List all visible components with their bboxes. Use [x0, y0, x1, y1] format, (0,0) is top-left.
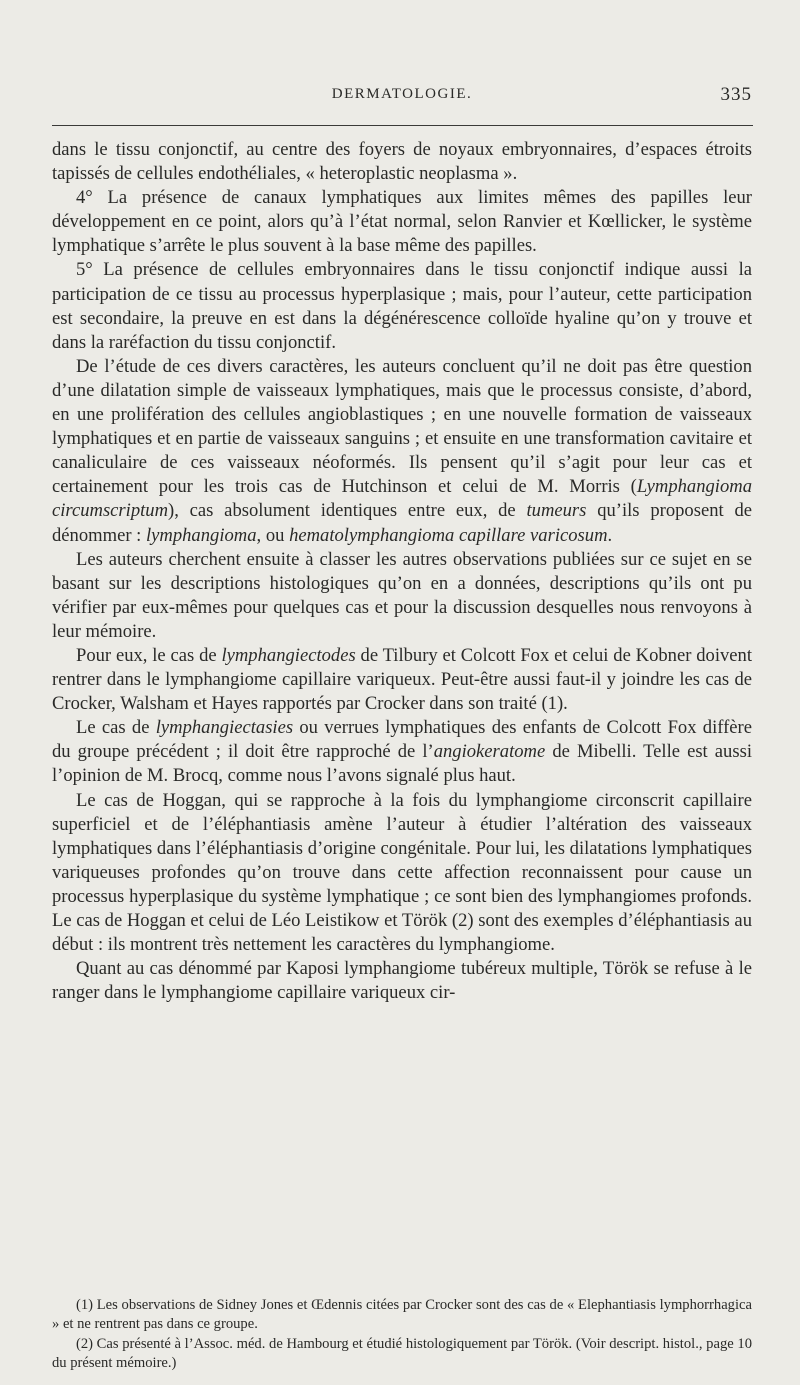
paragraph-4-italic-lymphangioma: lymphangioma [145, 524, 257, 546]
page-header [52, 84, 752, 110]
footnotes [52, 1296, 752, 1374]
header-rule [52, 125, 753, 126]
paragraph-9: Quant au cas dénommé par Kaposi lymphangiome tubéreux multiple, Török se refuse à le ranger dans le lymphangiome capillaire variqueux cir- [52, 958, 752, 1004]
paragraph-7-text-c: ou verrues lymphatiques des enfants de Colcott Fox diffère du groupe précédent ; il doit être rapproché de l’ [52, 717, 752, 763]
paragraph-4-text-i: . [607, 524, 613, 546]
paragraph-2: 4° La présence de canaux lymphatiques aux limites mêmes des papilles leur développement en ce point, alors qu’à l’état normal, selon Ranvier et Kœllicker, le système lymphatique s’arrête le plus souvent à la base même des papilles. [52, 187, 752, 257]
paragraph-8: Le cas de Hoggan, qui se rapproche à la fois du lymphangiome circonscrit capillaire superficiel et de l’éléphantiasis amène l’auteur à étudier l’altération des vaisseaux lymphatiques dans l’éléphantiasis d’origine congénitale. Pour lui, les dilatations lymphatiques variqueuses profondes qu’on trouve dans cette affection reconnaissent pour cause un processus hyperplasique du système lymphatique ; ce sont bien des lymphangiomes profonds. Le cas de Hoggan et celui de Léo Leistikow et Török (2) sont des exemples d’éléphantiasis au début : ils montrent très nettement les caractères du lymphangiome. [52, 789, 752, 956]
page-number: 335 [720, 84, 752, 105]
paragraph-4-italic-tumeurs: tumeurs [526, 500, 587, 522]
paragraph-4-italic-term: Lymphangioma circumscriptum [52, 476, 752, 522]
paragraph-3: 5° La présence de cellules embryonnaires dans le tissu conjonctif indique aussi la participation de ce tissu au processus hyperplasique ; mais, pour l’auteur, cette participation est secondaire, la preuve en est dans la dégénérescence colloïde hyaline qu’on y trouve et dans la raréfaction du tissu conjonctif. [52, 259, 752, 353]
footnote-2: (2) Cas présenté à l’Assoc. méd. de Hambourg et étudié histologiquement par Török. (Voir descript. histol., page 10 du présent mémoire.) [52, 1335, 752, 1372]
footnote-1: (1) Les observations de Sidney Jones et Œdennis citées par Crocker sont des cas de « Elephantiasis lymphorrhagica » et ne rentrent pas dans ce groupe. [52, 1297, 752, 1333]
paragraph-6 [52, 644, 752, 716]
paragraph-7-text-e: de Mibelli. Telle est aussi l’opinion de M. Brocq, comme nous l’avons signalé plus haut. [52, 741, 752, 787]
running-title: DERMATOLOGIE. [331, 86, 473, 102]
paragraph-6-text-a: Pour eux, le cas de [76, 644, 222, 666]
body-text [52, 138, 752, 1005]
paragraph-1: dans le tissu conjonctif, au centre des foyers de noyaux embryonnaires, d’espaces étroits tapissés de cellules endothéliales, « heteroplastic neoplasma ». [52, 139, 752, 185]
paragraph-7 [52, 716, 752, 788]
paragraph-6-text-c: de Tilbury et Colcott Fox et celui de Kobner doivent rentrer dans le lymphangiome capillaire variqueux. Peut-être aussi faut-il y joindre les cas de Crocker, Walsham et Hayes rapportés par Crocker dans son traité (1). [52, 644, 753, 715]
paragraph-4-text-a: De l’étude de ces divers caractères, les auteurs concluent qu’il ne doit pas être question d’une dilatation simple de vaisseaux lymphatiques, mais que le processus consiste, d’abord, en une prolifération des cellules angioblastiques ; en une nouvelle formation de vaisseaux lymphatiques et en partie de vaisseaux sanguins ; et ensuite en une transformation cavitaire et canaliculaire de ces vaisseaux néoformés. Ils pensent qu’il s’agit pour leur cas et certainement pour les trois cas de Hutchinson et celui de M. Morris ( [52, 355, 752, 498]
paragraph-4 [52, 355, 752, 548]
paragraph-4-text-c: ), cas absolument identiques entre eux, de [168, 500, 527, 522]
paragraph-7-italic-angiokeratome: angiokeratome [433, 741, 546, 763]
paragraph-6-italic-term: lymphangiectodes [221, 644, 356, 666]
paragraph-5: Les auteurs cherchent ensuite à classer les autres observations publiées sur ce sujet en se basant sur les descriptions histologiques qu’on en a données, descriptions qu’ils ont pu vérifier par eux-mêmes pour quelques cas et pour la discussion desquelles nous renvoyons à leur mémoire. [52, 548, 752, 642]
paragraph-4-italic-hematolymphangioma: hematolymphangioma capillare varicosum [289, 524, 608, 546]
paragraph-4-text-e: qu’ils proposent de dénommer : [52, 500, 752, 546]
paragraph-7-text-a: Le cas de [76, 717, 156, 739]
paragraph-4-text-g: , ou [256, 524, 290, 546]
paragraph-7-italic-term: lymphangiectasies [155, 717, 294, 739]
